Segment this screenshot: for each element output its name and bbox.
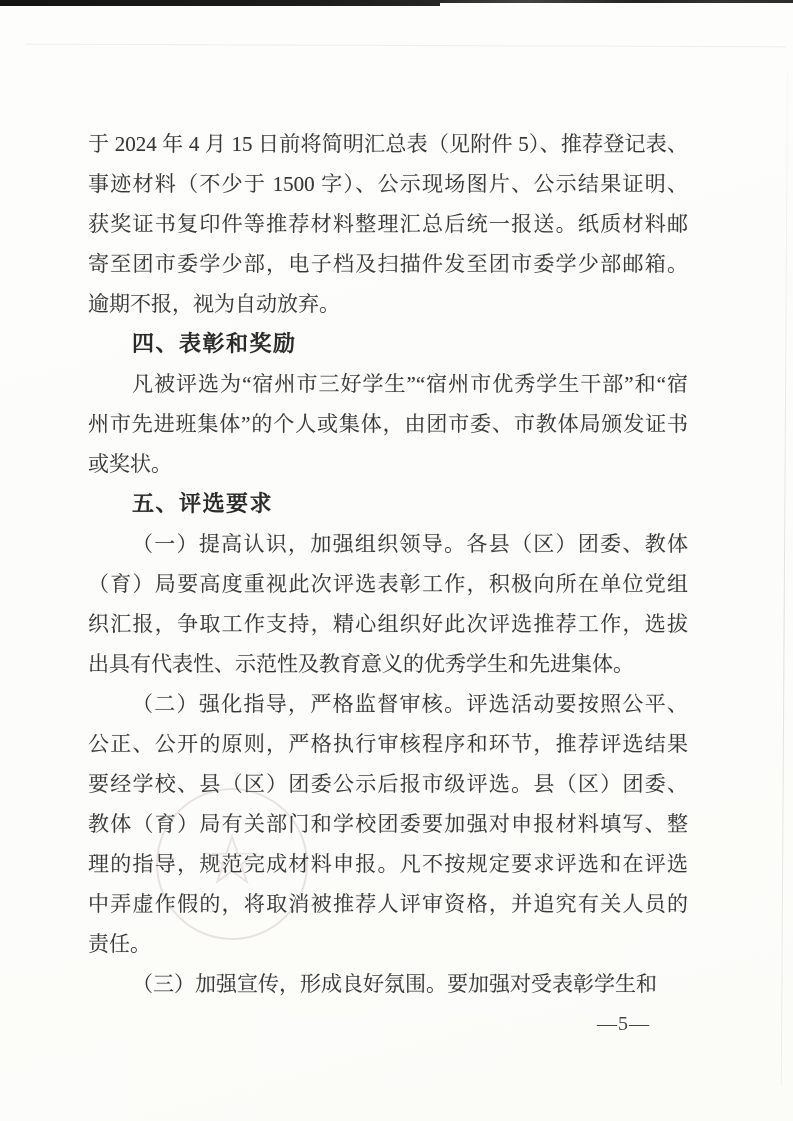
paragraph-first-line: 凡被评选为“宿州市三好学生”“宿州市优秀学生干部”和“宿	[132, 372, 688, 396]
body-line: 寄至团市委学少部，电子档及扫描件发至团市委学少部邮箱。	[88, 252, 688, 276]
body-line: 公正、公开的原则，严格执行审核程序和环节，推荐评选结果	[88, 732, 688, 756]
paragraph-first-line: （二）强化指导，严格监督审核。评选活动要按照公平、	[132, 692, 688, 716]
paragraph-first-line: （一）提高认识，加强组织领导。各县（区）团委、教体	[132, 532, 688, 556]
section-heading-awards: 四、表彰和奖励	[132, 331, 297, 356]
body-line: 事迹材料（不少于 1500 字）、公示现场图片、公示结果证明、	[88, 172, 688, 196]
body-line: 织汇报，争取工作支持，精心组织好此次评选推荐工作，选拔	[88, 612, 688, 636]
body-line: 责任。	[88, 932, 151, 956]
body-line: 逾期不报，视为自动放弃。	[88, 292, 340, 316]
body-line: 教体（育）局有关部门和学校团委要加强对申报材料填写、整	[88, 812, 688, 836]
paragraph-first-line: （三）加强宣传，形成良好氛围。要加强对受表彰学生和	[132, 972, 657, 996]
body-line: 州市先进班集体”的个人或集体，由团市委、市教体局颁发证书	[88, 412, 688, 436]
body-line: 获奖证书复印件等推荐材料整理汇总后统一报送。纸质材料邮	[88, 212, 688, 236]
body-line: 出具有代表性、示范性及教育意义的优秀学生和先进集体。	[88, 652, 634, 676]
star-icon: ☆	[200, 819, 264, 901]
body-line: 中弄虚作假的，将取消被推荐人评审资格，并追究有关人员的	[88, 892, 688, 916]
body-line: 要经学校、县（区）团委公示后报市级评选。县（区）团委、	[88, 772, 688, 796]
body-line: （育）局要高度重视此次评选表彰工作，积极向所在单位党组	[88, 572, 688, 596]
scan-edge-bar-left	[0, 0, 440, 6]
page-number: —5—	[597, 1013, 650, 1035]
section-heading-requirements: 五、评选要求	[132, 491, 274, 516]
body-line: 于 2024 年 4 月 15 日前将简明汇总表（见附件 5）、推荐登记表、	[88, 132, 688, 156]
scan-edge-line-right	[781, 70, 788, 1085]
document-body	[88, 124, 688, 1004]
scan-crease-line	[26, 44, 786, 48]
body-line: 或奖状。	[88, 452, 172, 476]
body-line: 理的指导，规范完成材料申报。凡不按规定要求评选和在评选	[88, 852, 688, 876]
scan-edge-bar-right	[440, 0, 793, 3]
